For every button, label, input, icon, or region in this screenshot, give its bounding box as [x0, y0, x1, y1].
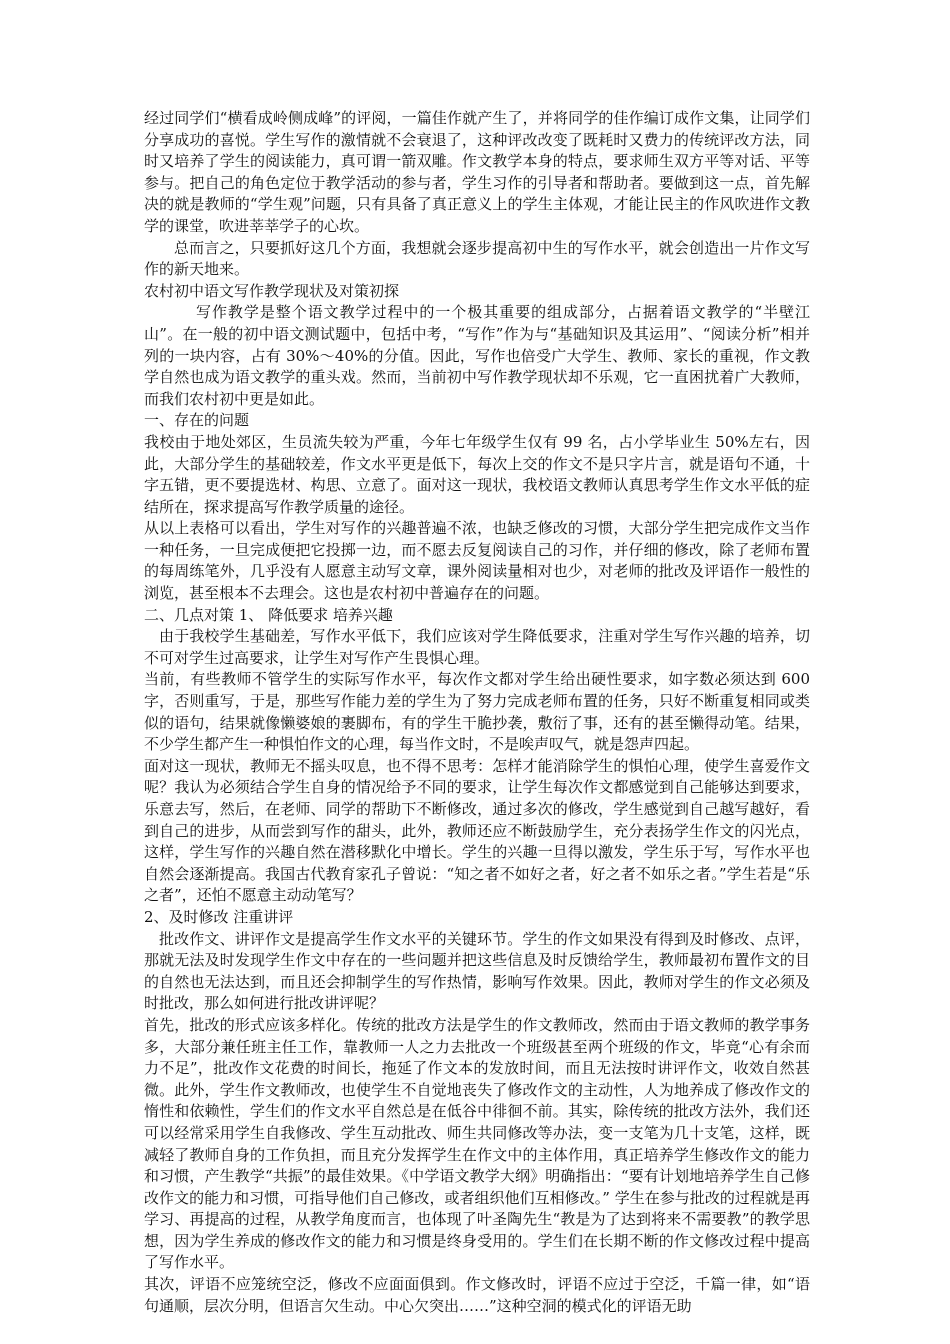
article-title: 农村初中语文写作教学现状及对策初探 [144, 281, 400, 300]
paragraph-grading-forms: 首先，批改的形式应该多样化。传统的批改方法是学生的作文教师改，然而由于语文教师的教学事务多，大部分兼任班主任工作，靠教师一人之力去批改一个班级甚至两个班级的作文，毕竟“心有余而力不足”，批改作文花费的时间长，拖延了作文本的发放时间，而且无法按时讲评作文，收效自然甚微。此外，学生作文教师改，也使学生不自觉地丧失了修改作文的主动性，人为地养成了修改作文的惰性和依赖性，学生们的作文水平自然总是在低谷中徘徊不前。其实，除传统的批改方法外，我们还可以经常采用学生自我修改、学生互动批改、师生共同修改等办法，变一支笔为几十支笔，这样，既减轻了教师自身的工作负担，而且充分发挥学生在作文中的主体作用，真正培养学生修改作文的能力和习惯，产生教学“共振”的最佳效果。《中学语文教学大纲》明确指出：“要有计划地培养学生自己修改作文的能力和习惯，可指导他们自己修改，或者组织他们互相修改。” 学生在参与批改的过程就是再学习、再提高的过程，从教学角度而言，也体现了叶圣陶先生“教是为了达到将来不需要教”的教学思想，因为学生养成的修改作文的能力和习惯是终身受用的。学生们在长期不断的作文修改过程中提高了写作水平。 [144, 1015, 810, 1272]
paragraph-summary: 总而言之，只要抓好这几个方面，我想就会逐步提高初中生的写作水平，就会创造出一片作文写作的新天地来。 [144, 238, 810, 279]
paragraph-peer-review-conclusion: 经过同学们“横看成岭侧成峰”的评阅，一篇佳作就产生了，并将同学的佳作编订成作文集，让同学们分享成功的喜悦。学生写作的激情就不会衰退了，这种评改改变了既耗时又费力的传统评改方法，同时又培养了学生的阅读能力，真可谓一箭双雕。作文教学本身的特点，要求师生双方平等对话、平等参与。把自己的角色定位于教学活动的参与者，学生习作的引导者和帮助者。要做到这一点，首先解决的就是教师的“学生观”问题，只有具备了真正意义上的学生主体观，才能让民主的作风吹进作文教学的课堂，吹进莘莘学子的心坎。 [144, 109, 810, 235]
paragraph-school-situation: 我校由于地处郊区，生员流失较为严重，今年七年级学生仅有 99 名，占小学毕业生 50%左右，因此，大部分学生的基础较差，作文水平更是低下，每次上交的作文不是只字片言，就是语句不通，十字五错，更不要提选材、构思、立意了。面对这一现状，我校语文教师认真思考学生作文水平低的症结所在，探求提高写作教学质量的途径。 [144, 432, 810, 516]
paragraph-table-analysis: 从以上表格可以看出，学生对写作的兴趣普遍不浓，也缺乏修改的习惯，大部分学生把完成作文当作一种任务，一旦完成便把它投掷一边，而不愿去反复阅读自己的习作，并仔细的修改，除了老师布置的每周练笔外，几乎没有人愿意主动写文章，课外阅读量相对也少，对老师的批改及评语作一般性的浏览，甚至根本不去理会。这也是农村初中普遍存在的问题。 [144, 519, 810, 603]
section-heading-strategies: 二、几点对策 1、 降低要求 培养兴趣 [144, 605, 393, 624]
paragraph-current-practice: 当前，有些教师不管学生的实际写作水平，每次作文都对学生给出硬性要求，如字数必须达到 600 字，否则重写，于是，那些写作能力差的学生为了努力完成老师布置的任务，只好不断重复相同或类似的语句，结果就像懒婆娘的裹脚布，有的学生干脆抄袭，敷衍了事，还有的甚至懒得动笔。结果，不少学生都产生一种惧怕作文的心理，每当作文时，不是唉声叹气，就是怨声四起。 [144, 670, 810, 754]
section-heading-problems: 一、存在的问题 [144, 411, 250, 430]
subsection-heading-timely-revision: 2、及时修改 注重讲评 [144, 907, 294, 926]
paragraph-intro: 写作教学是整个语文教学过程中的一个极其重要的组成部分，占据着语文教学的“半壁江山”。在一般的初中语文测试题中，包括中考，“写作”作为与“基础知识及其运用”、“阅读分析”相并列的一块内容，占有 30%～40%的分值。因此，写作也倍受广大学生、教师、家长的重视，作文教学自然也成为语文教学的重头戏。然而，当前初中写作教学现状却不乐观，它一直困扰着广大教师，而我们农村初中更是如此。 [144, 303, 810, 408]
paragraph-interest-cultivation: 面对这一现状，教师无不摇头叹息，也不得不思考：怎样才能消除学生的惧怕心理，使学生喜爱作文呢？我认为必须结合学生自身的情况给予不同的要求，让学生每次作文都感觉到自己能够达到要求，乐意去写，然后，在老师、同学的帮助下不断修改，通过多次的修改，学生感觉到自己越写越好，看到自己的进步，从而尝到写作的甜头，此外，教师还应不断鼓励学生，充分表扬学生作文的闪光点，这样，学生写作的兴趣自然在潜移默化中增长。学生的兴趣一旦得以激发，学生乐于写，写作水平也自然会逐渐提高。我国古代教育家孔子曾说：“知之者不如好之者，好之者不如乐之者。”学生若是“乐之者”，还怕不愿意主动动笔写？ [144, 756, 810, 905]
paragraph-grading-importance: 批改作文、讲评作文是提高学生作文水平的关键环节。学生的作文如果没有得到及时修改、点评，那就无法及时发现学生作文中存在的一些问题并把这些信息及时反馈给学生，教师最初布置作文的目的自然也无法达到，而且还会抑制学生的写作热情，影响写作效果。因此，教师对学生的作文必须及时批改，那么如何进行批改讲评呢？ [144, 929, 810, 1013]
paragraph-lower-requirements: 由于我校学生基础差，写作水平低下，我们应该对学生降低要求，注重对学生写作兴趣的培养，切不可对学生过高要求，让学生对写作产生畏惧心理。 [144, 627, 810, 667]
document-body [144, 108, 810, 1317]
paragraph-comments: 其次，评语不应笼统空泛，修改不应面面俱到。作文修改时，评语不应过于空泛，千篇一律，如“语句通顺，层次分明，但语言欠生动。中心欠突出……”这种空洞的模式化的评语无助 [144, 1275, 810, 1315]
